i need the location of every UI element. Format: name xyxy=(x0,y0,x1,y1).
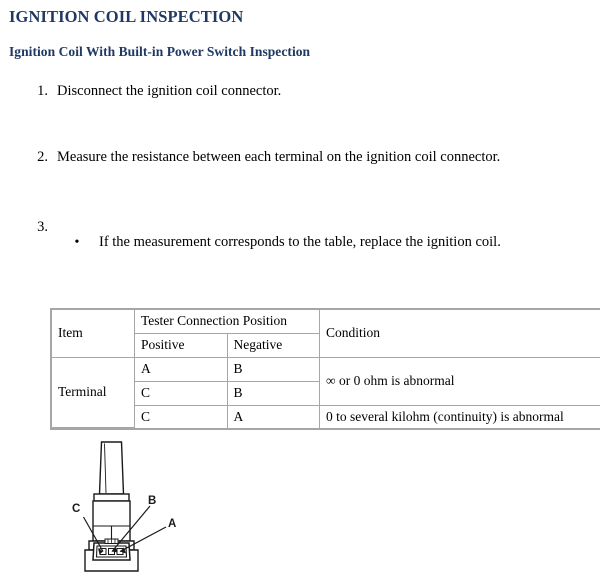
table-header-row-1 xyxy=(52,310,600,334)
step-3-number: 3. xyxy=(37,219,48,235)
inspection-table xyxy=(50,308,600,430)
table-cell-condition: ∞ or 0 ohm is abnormal xyxy=(320,358,600,406)
table-header-condition: Condition xyxy=(320,310,600,358)
table-cell-negative: A xyxy=(228,406,321,429)
ignition-coil-diagram xyxy=(58,438,228,575)
table-header-negative: Negative xyxy=(228,334,321,358)
figure-label-b: B xyxy=(148,495,157,507)
table-cell-negative: B xyxy=(228,382,321,406)
section-subtitle: Ignition Coil With Built-in Power Switch Inspection xyxy=(9,44,311,59)
step-1-text: Disconnect the ignition coil connector. xyxy=(57,83,282,99)
table-cell-terminal-group: Terminal xyxy=(52,358,135,429)
table-header-positive: Positive xyxy=(135,334,228,358)
table-cell-positive: C xyxy=(135,382,228,406)
step-3-bullet-text: If the measurement corresponds to the table, replace the ignition coil. xyxy=(99,234,501,250)
page-title: IGNITION COIL INSPECTION xyxy=(9,7,244,26)
table-cell-positive: A xyxy=(135,358,228,382)
inspection-table-container xyxy=(50,308,571,430)
table-row xyxy=(52,406,600,429)
step-1-number: 1. xyxy=(37,83,48,99)
step-3-bullet-item xyxy=(72,234,572,254)
step-2-number: 2. xyxy=(37,149,48,165)
procedure-step-1 xyxy=(24,82,564,102)
figure-label-a: A xyxy=(168,518,177,530)
table-row xyxy=(52,358,600,382)
step-2-text: Measure the resistance between each terminal on the ignition coil connector. xyxy=(57,149,501,165)
figure-label-c: C xyxy=(72,503,81,515)
table-cell-positive: C xyxy=(135,406,228,429)
bullet-icon: • xyxy=(74,235,80,250)
table-header-tester-connection-position: Tester Connection Position xyxy=(135,310,320,334)
table-header-item: Item xyxy=(52,310,135,358)
procedure-step-2 xyxy=(24,148,584,168)
table-cell-condition: 0 to several kilohm (continuity) is abnormal xyxy=(320,406,600,429)
table-cell-negative: B xyxy=(228,358,321,382)
